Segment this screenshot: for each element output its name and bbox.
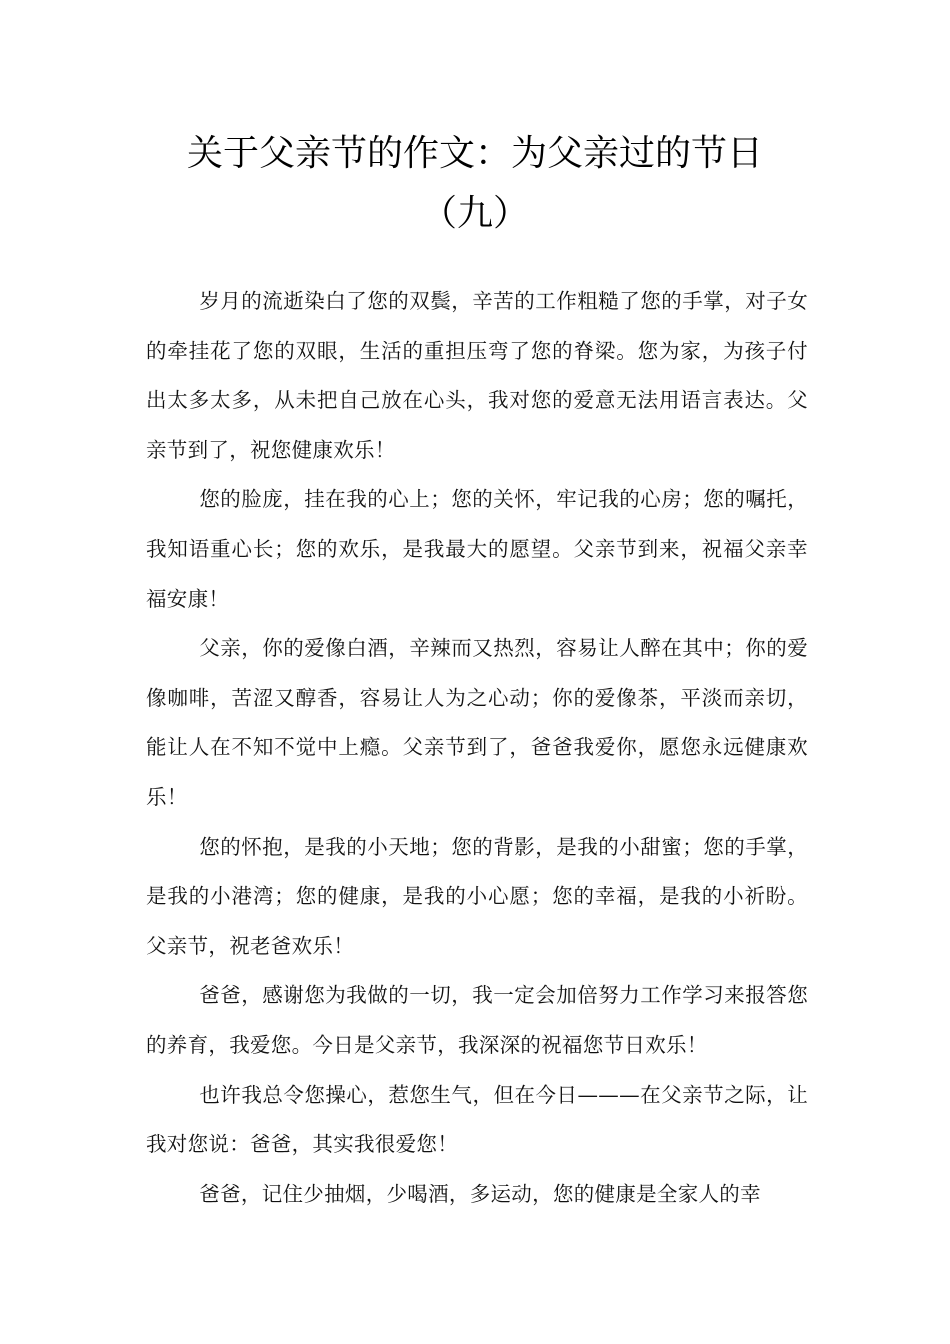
paragraph: 也许我总令您操心，惹您生气，但在今日———在父亲节之际，让我对您说：爸爸，其实我很爱您！ bbox=[146, 1082, 808, 1157]
paragraph: 爸爸，感谢您为我做的一切，我一定会加倍努力工作学习来报答您的养育，我爱您。今日是父亲节，我深深的祝福您节日欢乐！ bbox=[146, 983, 808, 1057]
title-line-2: （九） bbox=[420, 193, 529, 234]
title-line-1: 关于父亲节的作文：为父亲过的节日 bbox=[186, 133, 763, 174]
paragraph: 父亲，你的爱像白酒，辛辣而又热烈，容易让人醉在其中；你的爱像咖啡，苦涩又醇香，容易让人为之心动；你的爱像茶，平淡而亲切，能让人在不知不觉中上瘾。父亲节到了，爸爸我爱你，愿您永远健康欢乐！ bbox=[146, 636, 808, 809]
paragraph: 您的脸庞，挂在我的心上；您的关怀，牢记我的心房；您的嘱托，我知语重心长；您的欢乐，是我最大的愿望。父亲节到来，祝福父亲幸福安康！ bbox=[146, 487, 808, 611]
paragraph: 爸爸，记住少抽烟，少喝酒，多运动，您的健康是全家人的幸 bbox=[199, 1181, 761, 1206]
paragraph: 您的怀抱，是我的小天地；您的背影，是我的小甜蜜；您的手掌，是我的小港湾；您的健康，是我的小心愿；您的幸福，是我的小祈盼。父亲节，祝老爸欢乐！ bbox=[146, 834, 808, 958]
document-title bbox=[120, 124, 830, 244]
paragraph: 岁月的流逝染白了您的双鬓，辛苦的工作粗糙了您的手掌，对子女的牵挂花了您的双眼，生活的重担压弯了您的脊梁。您为家，为孩子付出太多太多，从未把自己放在心头，我对您的爱意无法用语言表达。父亲节到了，祝您健康欢乐！ bbox=[146, 289, 808, 462]
document-body bbox=[146, 277, 808, 1219]
